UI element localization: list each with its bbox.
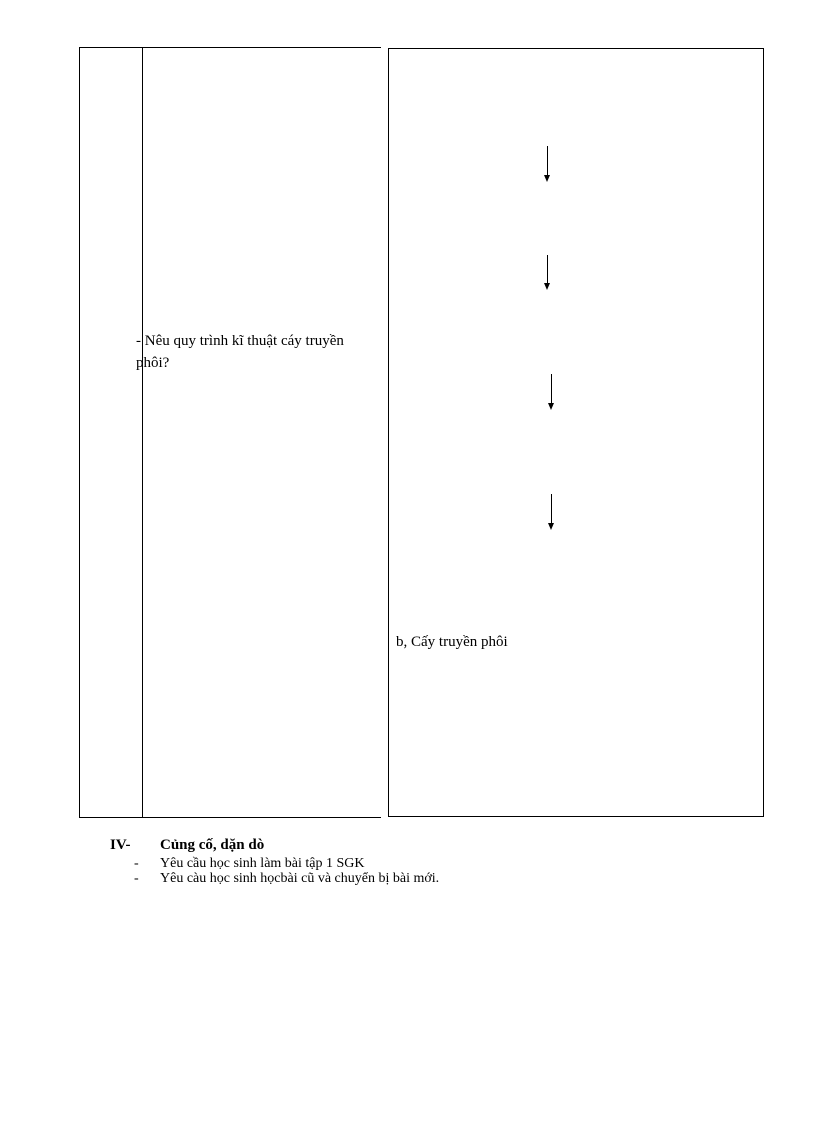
question-text: - Nêu quy trình kĩ thuật cáy truyền phôi? bbox=[136, 333, 344, 371]
section-number: IV- bbox=[110, 837, 131, 853]
table-right-cell-right-border bbox=[763, 48, 764, 817]
table-left-cell-bottom-border bbox=[79, 817, 381, 818]
list-item bbox=[134, 857, 365, 871]
table-left-cell-top-border bbox=[79, 47, 381, 48]
section-heading bbox=[110, 836, 264, 854]
down-arrow-icon bbox=[543, 255, 553, 290]
list-item bbox=[134, 872, 439, 886]
table-right-cell-left-border bbox=[388, 48, 389, 817]
table-right-cell-bottom-border bbox=[388, 816, 764, 817]
table-left-border bbox=[79, 47, 80, 818]
table-right-cell-top-border bbox=[388, 48, 764, 49]
down-arrow-icon bbox=[547, 494, 557, 530]
down-arrow-icon bbox=[543, 146, 553, 182]
table-column-divider bbox=[142, 47, 143, 818]
list-item-text: Yêu càu học sinh họcbài cũ và chuyển bị bài mới. bbox=[160, 871, 440, 886]
section-title: Củng cố, dặn dò bbox=[160, 837, 265, 853]
list-item-marker: - bbox=[134, 871, 139, 886]
list-item-marker: - bbox=[134, 856, 139, 871]
answer-text: b, Cấy truyền phôi bbox=[396, 634, 508, 650]
down-arrow-icon bbox=[547, 374, 557, 410]
list-item-text: Yêu cầu học sinh làm bài tập 1 SGK bbox=[160, 856, 365, 871]
